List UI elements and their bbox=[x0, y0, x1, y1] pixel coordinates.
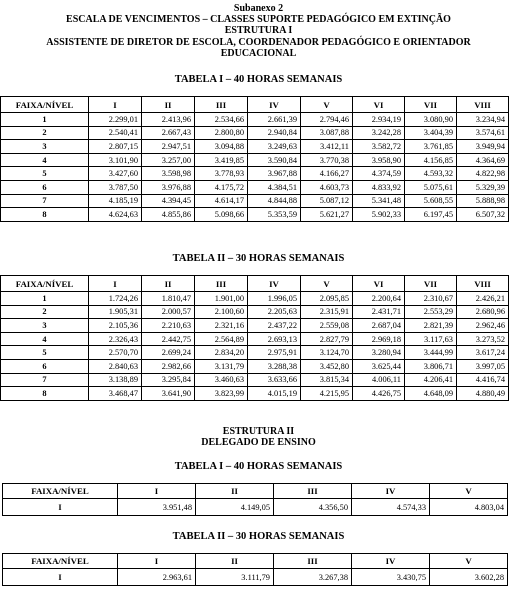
value-cell: 2.559,08 bbox=[301, 319, 353, 333]
faixa-cell: 8 bbox=[1, 387, 89, 401]
col-header-level: III bbox=[195, 97, 248, 113]
header-row bbox=[1, 276, 509, 292]
value-cell: 5.329,39 bbox=[457, 180, 509, 194]
value-cell: 4.593,32 bbox=[405, 167, 457, 181]
s1-table1-title: TABELA I – 40 HORAS SEMANAIS bbox=[174, 74, 343, 85]
value-cell: 2.947,51 bbox=[142, 140, 195, 154]
table-row bbox=[1, 180, 509, 194]
table-row bbox=[3, 499, 508, 516]
value-cell: 3.633,66 bbox=[248, 373, 301, 387]
col-header-faixa-nivel: FAIXA/NÍVEL bbox=[1, 97, 89, 113]
value-cell: 3.295,84 bbox=[142, 373, 195, 387]
value-cell: 2.693,13 bbox=[248, 332, 301, 346]
faixa-cell: I bbox=[3, 569, 118, 586]
value-cell: 3.770,38 bbox=[301, 153, 353, 167]
col-header-level: III bbox=[274, 484, 352, 499]
value-cell: 3.778,93 bbox=[195, 167, 248, 181]
faixa-cell: 3 bbox=[1, 140, 89, 154]
value-cell: 4.215,95 bbox=[301, 387, 353, 401]
value-cell: 3.949,94 bbox=[457, 140, 509, 154]
value-cell: 3.967,88 bbox=[248, 167, 301, 181]
value-cell: 2.800,80 bbox=[195, 126, 248, 140]
value-cell: 3.242,28 bbox=[353, 126, 405, 140]
value-cell: 4.374,59 bbox=[353, 167, 405, 181]
value-cell: 3.590,84 bbox=[248, 153, 301, 167]
value-cell: 3.257,00 bbox=[142, 153, 195, 167]
value-cell: 3.976,88 bbox=[142, 180, 195, 194]
table-row bbox=[3, 569, 508, 586]
value-cell: 4.803,04 bbox=[430, 499, 508, 516]
value-cell: 2.431,71 bbox=[353, 305, 405, 319]
table-row bbox=[1, 359, 509, 373]
value-cell: 4.880,49 bbox=[457, 387, 509, 401]
value-cell: 4.648,09 bbox=[405, 387, 457, 401]
value-cell: 3.460,63 bbox=[195, 373, 248, 387]
value-cell: 4.416,74 bbox=[457, 373, 509, 387]
value-cell: 5.621,27 bbox=[301, 208, 353, 222]
faixa-cell: 8 bbox=[1, 208, 89, 222]
value-cell: 2.661,39 bbox=[248, 113, 301, 127]
value-cell: 2.413,96 bbox=[142, 113, 195, 127]
positions-line-cont: EDUCACIONAL bbox=[220, 47, 297, 59]
value-cell: 2.205,63 bbox=[248, 305, 301, 319]
col-header-level: IV bbox=[352, 484, 430, 499]
document-header bbox=[0, 3, 517, 59]
col-header-level: VIII bbox=[457, 276, 509, 292]
value-cell: 2.570,70 bbox=[89, 346, 142, 360]
value-cell: 3.787,50 bbox=[89, 180, 142, 194]
faixa-cell: 1 bbox=[1, 113, 89, 127]
s2-table2 bbox=[2, 553, 508, 586]
value-cell: 4.624,63 bbox=[89, 208, 142, 222]
value-cell: 3.951,48 bbox=[118, 499, 196, 516]
value-cell: 2.321,16 bbox=[195, 319, 248, 333]
table-row bbox=[1, 208, 509, 222]
value-cell: 5.087,12 bbox=[301, 194, 353, 208]
structure-label: ESTRUTURA I bbox=[224, 25, 293, 37]
value-cell: 2.794,46 bbox=[301, 113, 353, 127]
structure2-header bbox=[0, 426, 517, 448]
value-cell: 3.094,88 bbox=[195, 140, 248, 154]
faixa-cell: 7 bbox=[1, 373, 89, 387]
table-row bbox=[1, 319, 509, 333]
col-header-level: IV bbox=[248, 276, 301, 292]
value-cell: 2.437,22 bbox=[248, 319, 301, 333]
structure2-label: ESTRUTURA II bbox=[222, 426, 295, 437]
table-row bbox=[1, 167, 509, 181]
value-cell: 4.015,19 bbox=[248, 387, 301, 401]
value-cell: 4.426,75 bbox=[353, 387, 405, 401]
table-row bbox=[1, 113, 509, 127]
col-header-level: V bbox=[301, 97, 353, 113]
header-row bbox=[3, 484, 508, 499]
col-header-level: IV bbox=[248, 97, 301, 113]
table-row bbox=[1, 346, 509, 360]
col-header-level: I bbox=[89, 97, 142, 113]
col-header-level: V bbox=[430, 484, 508, 499]
value-cell: 2.315,91 bbox=[301, 305, 353, 319]
value-cell: 3.111,79 bbox=[196, 569, 274, 586]
value-cell: 4.185,19 bbox=[89, 194, 142, 208]
value-cell: 2.807,15 bbox=[89, 140, 142, 154]
value-cell: 3.131,79 bbox=[195, 359, 248, 373]
value-cell: 5.075,61 bbox=[405, 180, 457, 194]
value-cell: 1.996,05 bbox=[248, 292, 301, 306]
table-row bbox=[1, 140, 509, 154]
value-cell: 3.582,72 bbox=[353, 140, 405, 154]
value-cell: 2.687,04 bbox=[353, 319, 405, 333]
faixa-cell: 5 bbox=[1, 167, 89, 181]
value-cell: 4.614,17 bbox=[195, 194, 248, 208]
value-cell: 3.574,61 bbox=[457, 126, 509, 140]
value-cell: 2.962,46 bbox=[457, 319, 509, 333]
value-cell: 4.833,92 bbox=[353, 180, 405, 194]
value-cell: 2.969,18 bbox=[353, 332, 405, 346]
value-cell: 3.806,71 bbox=[405, 359, 457, 373]
value-cell: 3.234,94 bbox=[457, 113, 509, 127]
value-cell: 3.468,47 bbox=[89, 387, 142, 401]
value-cell: 2.680,96 bbox=[457, 305, 509, 319]
value-cell: 5.353,59 bbox=[248, 208, 301, 222]
faixa-cell: 5 bbox=[1, 346, 89, 360]
value-cell: 3.602,28 bbox=[430, 569, 508, 586]
faixa-cell: 2 bbox=[1, 126, 89, 140]
value-cell: 5.888,98 bbox=[457, 194, 509, 208]
value-cell: 3.452,80 bbox=[301, 359, 353, 373]
col-header-level: VII bbox=[405, 276, 457, 292]
value-cell: 3.101,90 bbox=[89, 153, 142, 167]
value-cell: 3.404,39 bbox=[405, 126, 457, 140]
value-cell: 2.982,66 bbox=[142, 359, 195, 373]
value-cell: 3.958,90 bbox=[353, 153, 405, 167]
table-row bbox=[1, 126, 509, 140]
value-cell: 4.822,98 bbox=[457, 167, 509, 181]
faixa-cell: 4 bbox=[1, 153, 89, 167]
col-header-level: IV bbox=[352, 554, 430, 569]
header-row bbox=[3, 554, 508, 569]
value-cell: 4.149,05 bbox=[196, 499, 274, 516]
s1-table2 bbox=[0, 275, 509, 401]
value-cell: 2.699,24 bbox=[142, 346, 195, 360]
col-header-level: V bbox=[430, 554, 508, 569]
value-cell: 2.326,43 bbox=[89, 332, 142, 346]
value-cell: 3.273,52 bbox=[457, 332, 509, 346]
col-header-level: VI bbox=[353, 97, 405, 113]
value-cell: 4.855,86 bbox=[142, 208, 195, 222]
col-header-level: I bbox=[89, 276, 142, 292]
value-cell: 4.206,41 bbox=[405, 373, 457, 387]
col-header-faixa-nivel: FAIXA/NÍVEL bbox=[1, 276, 89, 292]
value-cell: 5.608,55 bbox=[405, 194, 457, 208]
value-cell: 2.105,36 bbox=[89, 319, 142, 333]
value-cell: 4.384,51 bbox=[248, 180, 301, 194]
col-header-level: III bbox=[195, 276, 248, 292]
scale-title: ESCALA DE VENCIMENTOS – CLASSES SUPORTE PEDAGÓGICO EM EXTINÇÃO bbox=[66, 14, 451, 26]
value-cell: 1.905,31 bbox=[89, 305, 142, 319]
value-cell: 3.598,98 bbox=[142, 167, 195, 181]
value-cell: 3.080,90 bbox=[405, 113, 457, 127]
value-cell: 3.617,24 bbox=[457, 346, 509, 360]
col-header-level: II bbox=[142, 276, 195, 292]
value-cell: 3.138,89 bbox=[89, 373, 142, 387]
value-cell: 2.963,61 bbox=[118, 569, 196, 586]
faixa-cell: I bbox=[3, 499, 118, 516]
value-cell: 1.901,00 bbox=[195, 292, 248, 306]
value-cell: 3.249,63 bbox=[248, 140, 301, 154]
table-row bbox=[1, 387, 509, 401]
value-cell: 5.098,66 bbox=[195, 208, 248, 222]
value-cell: 3.427,60 bbox=[89, 167, 142, 181]
value-cell: 2.426,21 bbox=[457, 292, 509, 306]
table-row bbox=[1, 305, 509, 319]
annex-label: Subanexo 2 bbox=[233, 3, 284, 14]
value-cell: 2.553,29 bbox=[405, 305, 457, 319]
table-row bbox=[1, 373, 509, 387]
col-header-level: II bbox=[196, 484, 274, 499]
value-cell: 3.419,85 bbox=[195, 153, 248, 167]
s2-table1-title: TABELA I – 40 HORAS SEMANAIS bbox=[174, 461, 343, 472]
value-cell: 2.534,66 bbox=[195, 113, 248, 127]
faixa-cell: 1 bbox=[1, 292, 89, 306]
table-row bbox=[1, 292, 509, 306]
value-cell: 6.507,32 bbox=[457, 208, 509, 222]
value-cell: 3.430,75 bbox=[352, 569, 430, 586]
value-cell: 4.603,73 bbox=[301, 180, 353, 194]
value-cell: 2.827,79 bbox=[301, 332, 353, 346]
value-cell: 3.761,85 bbox=[405, 140, 457, 154]
value-cell: 3.267,38 bbox=[274, 569, 352, 586]
faixa-cell: 6 bbox=[1, 180, 89, 194]
value-cell: 3.280,94 bbox=[353, 346, 405, 360]
value-cell: 3.444,99 bbox=[405, 346, 457, 360]
col-header-faixa-nivel: FAIXA/NÍVEL bbox=[3, 484, 118, 499]
structure2-position: DELEGADO DE ENSINO bbox=[201, 437, 316, 449]
value-cell: 4.394,45 bbox=[142, 194, 195, 208]
value-cell: 2.310,67 bbox=[405, 292, 457, 306]
col-header-level: VII bbox=[405, 97, 457, 113]
value-cell: 4.574,33 bbox=[352, 499, 430, 516]
value-cell: 4.364,69 bbox=[457, 153, 509, 167]
faixa-cell: 4 bbox=[1, 332, 89, 346]
col-header-faixa-nivel: FAIXA/NÍVEL bbox=[3, 554, 118, 569]
s1-table1 bbox=[0, 96, 509, 222]
col-header-level: II bbox=[142, 97, 195, 113]
s1-table2-title: TABELA II – 30 HORAS SEMANAIS bbox=[172, 253, 345, 264]
value-cell: 4.166,27 bbox=[301, 167, 353, 181]
value-cell: 2.667,43 bbox=[142, 126, 195, 140]
value-cell: 5.902,33 bbox=[353, 208, 405, 222]
value-cell: 2.095,85 bbox=[301, 292, 353, 306]
value-cell: 3.087,88 bbox=[301, 126, 353, 140]
value-cell: 2.975,91 bbox=[248, 346, 301, 360]
table-row bbox=[1, 194, 509, 208]
col-header-level: VIII bbox=[457, 97, 509, 113]
faixa-cell: 7 bbox=[1, 194, 89, 208]
value-cell: 2.299,01 bbox=[89, 113, 142, 127]
table-row bbox=[1, 153, 509, 167]
header-row bbox=[1, 97, 509, 113]
value-cell: 1.810,47 bbox=[142, 292, 195, 306]
col-header-level: V bbox=[301, 276, 353, 292]
col-header-level: III bbox=[274, 554, 352, 569]
value-cell: 2.934,19 bbox=[353, 113, 405, 127]
value-cell: 4.156,85 bbox=[405, 153, 457, 167]
positions-line: ASSISTENTE DE DIRETOR DE ESCOLA, COORDENADOR PEDAGÓGICO E ORIENTADOR bbox=[46, 36, 471, 48]
value-cell: 4.006,11 bbox=[353, 373, 405, 387]
value-cell: 2.000,57 bbox=[142, 305, 195, 319]
value-cell: 4.844,88 bbox=[248, 194, 301, 208]
value-cell: 2.540,41 bbox=[89, 126, 142, 140]
value-cell: 3.117,63 bbox=[405, 332, 457, 346]
faixa-cell: 6 bbox=[1, 359, 89, 373]
value-cell: 2.940,84 bbox=[248, 126, 301, 140]
value-cell: 2.840,63 bbox=[89, 359, 142, 373]
value-cell: 2.821,39 bbox=[405, 319, 457, 333]
s2-table2-title: TABELA II – 30 HORAS SEMANAIS bbox=[172, 531, 345, 542]
s2-table1 bbox=[2, 483, 508, 516]
faixa-cell: 2 bbox=[1, 305, 89, 319]
table-row bbox=[1, 332, 509, 346]
value-cell: 2.834,20 bbox=[195, 346, 248, 360]
value-cell: 3.823,99 bbox=[195, 387, 248, 401]
value-cell: 2.210,63 bbox=[142, 319, 195, 333]
value-cell: 2.442,75 bbox=[142, 332, 195, 346]
col-header-level: I bbox=[118, 484, 196, 499]
value-cell: 3.412,11 bbox=[301, 140, 353, 154]
value-cell: 3.997,05 bbox=[457, 359, 509, 373]
faixa-cell: 3 bbox=[1, 319, 89, 333]
value-cell: 3.288,38 bbox=[248, 359, 301, 373]
col-header-level: I bbox=[118, 554, 196, 569]
value-cell: 3.625,44 bbox=[353, 359, 405, 373]
value-cell: 3.641,90 bbox=[142, 387, 195, 401]
value-cell: 4.175,72 bbox=[195, 180, 248, 194]
value-cell: 2.564,89 bbox=[195, 332, 248, 346]
value-cell: 1.724,26 bbox=[89, 292, 142, 306]
value-cell: 6.197,45 bbox=[405, 208, 457, 222]
value-cell: 4.356,50 bbox=[274, 499, 352, 516]
col-header-level: II bbox=[196, 554, 274, 569]
value-cell: 2.200,64 bbox=[353, 292, 405, 306]
value-cell: 3.124,70 bbox=[301, 346, 353, 360]
value-cell: 2.100,60 bbox=[195, 305, 248, 319]
value-cell: 5.341,48 bbox=[353, 194, 405, 208]
col-header-level: VI bbox=[353, 276, 405, 292]
value-cell: 3.815,34 bbox=[301, 373, 353, 387]
